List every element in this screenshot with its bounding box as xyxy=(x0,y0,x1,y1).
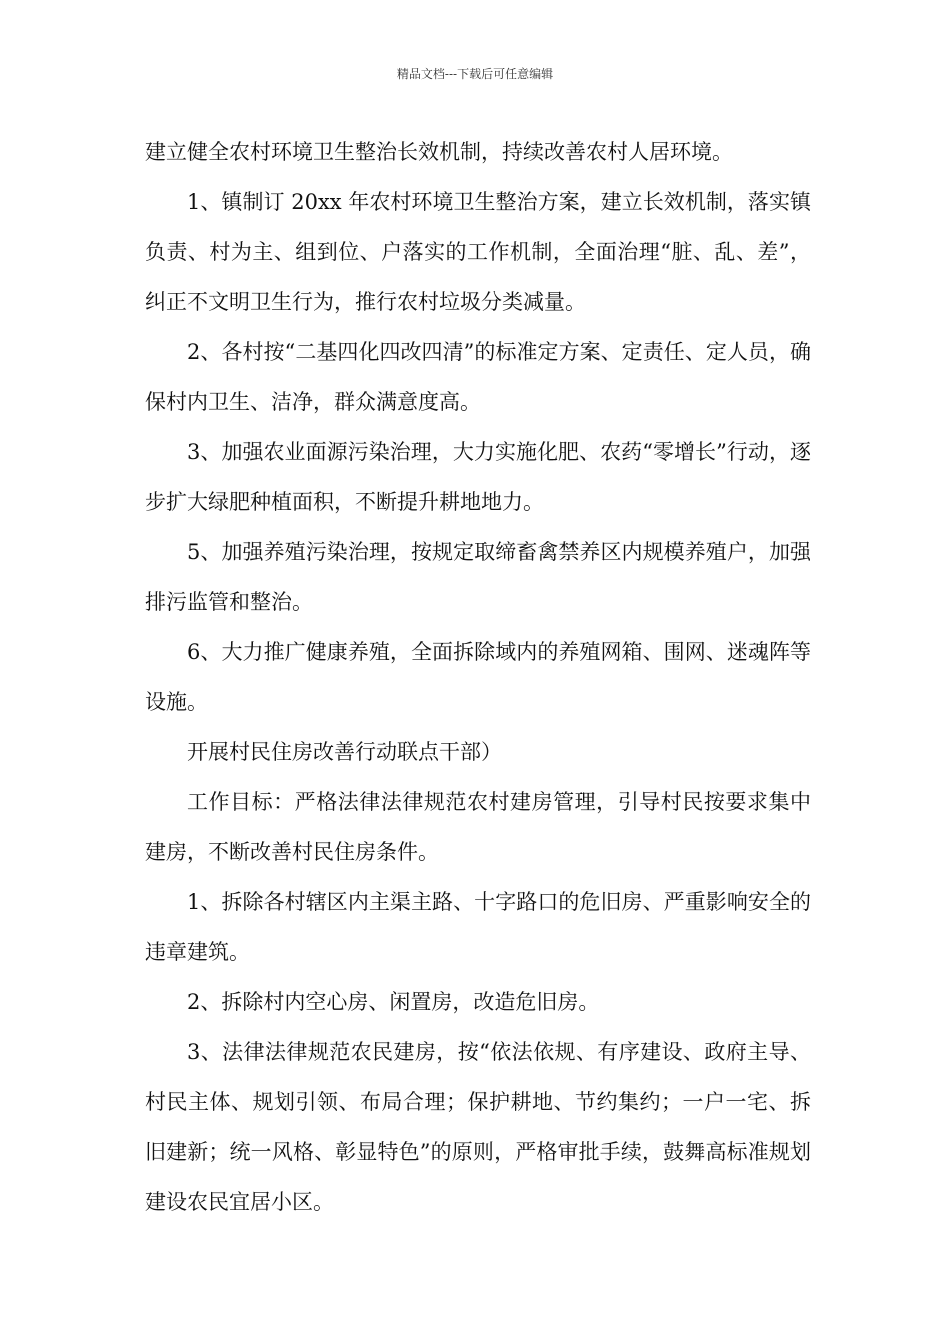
paragraph-item-3: 3、加强农业面源污染治理，大力实施化肥、农药“零增长”行动，逐步扩大绿肥种植面积，不断提升耕地地力。 xyxy=(145,440,811,514)
paragraph-item-2: 2、各村按“二基四化四改四清”的标准定方案、定责任、定人员，确保村内卫生、洁净，群众满意度高。 xyxy=(145,340,811,414)
paragraph-work-goal: 工作目标：严格法律法律规范农村建房管理，引导村民按要求集中建房，不断改善村民住房条件。 xyxy=(145,790,811,864)
paragraph-item-5: 5、加强养殖污染治理，按规定取缔畜禽禁养区内规模养殖户，加强排污监管和整治。 xyxy=(145,540,811,614)
document-body xyxy=(145,127,811,1227)
section-heading: 开展村民住房改善行动联点干部） xyxy=(187,740,502,764)
paragraph-item-6: 6、大力推广健康养殖，全面拆除域内的养殖网箱、围网、迷魂阵等设施。 xyxy=(145,640,811,714)
paragraph-housing-3: 3、法律法律规范农民建房，按“依法依规、有序建设、政府主导、村民主体、规划引领、布局合理；保护耕地、节约集约；一户一宅、拆旧建新；统一风格、彰显特色”的原则，严格审批手续，鼓舞高标准规划建设农民宜居小区。 xyxy=(145,1040,811,1214)
paragraph-housing-2: 2、拆除村内空心房、闲置房，改造危旧房。 xyxy=(187,990,600,1014)
paragraph-housing-1: 1、拆除各村辖区内主渠主路、十字路口的危旧房、严重影响安全的违章建筑。 xyxy=(145,890,811,964)
paragraph-item-1: 1、镇制订 20xx 年农村环境卫生整治方案，建立长效机制，落实镇负责、村为主、组到位、户落实的工作机制，全面治理“脏、乱、差”，纠正不文明卫生行为，推行农村垃圾分类减量。 xyxy=(145,190,811,314)
paragraph-intro: 建立健全农村环境卫生整治长效机制，持续改善农村人居环境。 xyxy=(145,140,733,164)
page-header: 精品文档---下载后可任意编辑 xyxy=(396,67,554,81)
